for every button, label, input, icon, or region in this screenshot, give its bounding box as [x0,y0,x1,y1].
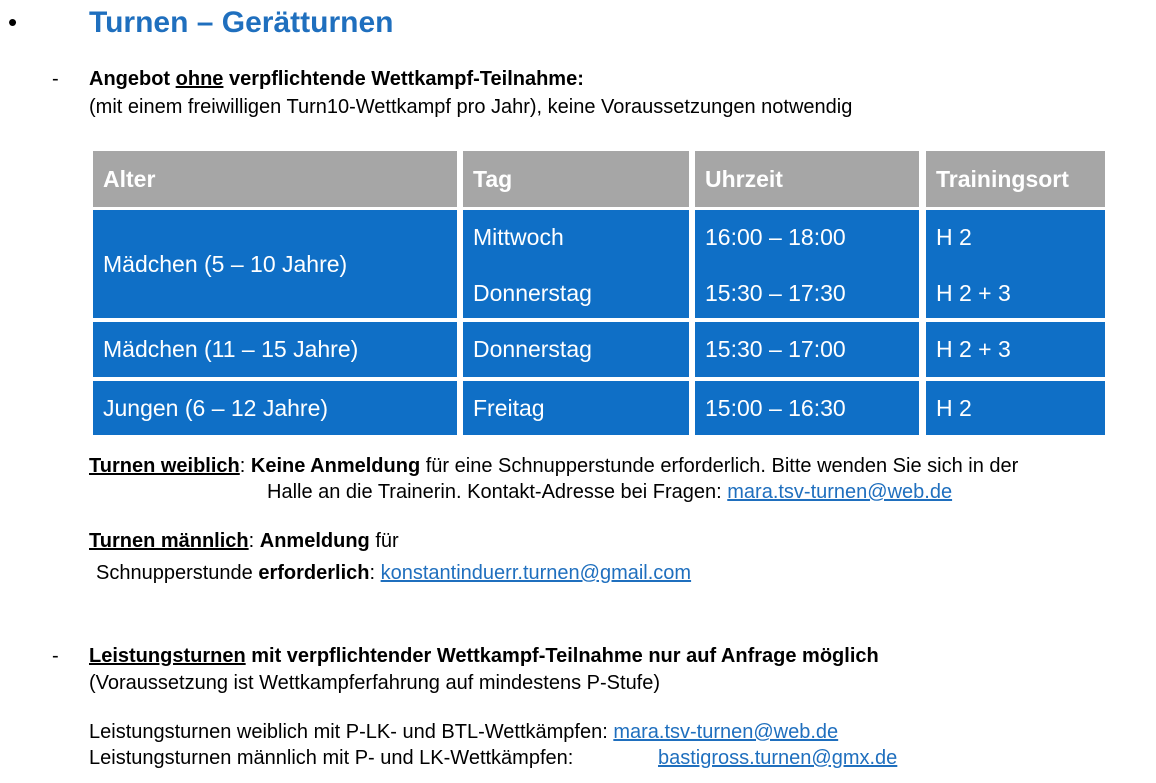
table-row-3-day: Freitag [463,381,689,435]
weiblich-colon: : [239,455,251,477]
table-row-2-day: Donnerstag [463,322,689,377]
table-row-1-time-b: 15:30 – 17:30 [705,280,846,306]
section2-line2-text: Leistungsturnen männlich mit P- und LK-Wettkämpfen: [89,747,574,769]
maennlich-bold: Anmeldung [259,530,370,552]
maennlich-email-link[interactable]: konstantinduerr.turnen@gmail.com [380,562,692,584]
section2-subtitle: (Voraussetzung ist Wettkampferfahrung auf mindestens P-Stufe) [89,672,661,694]
maennlich-line-2 [96,560,691,586]
table-header-time: Uhrzeit [695,151,919,207]
weiblich-line-1 [89,453,1018,479]
section1-heading-part1: Angebot [89,68,176,90]
table-row-3-age: Jungen (6 – 12 Jahre) [93,381,457,435]
section1-dash: - [52,68,59,90]
maennlich-text2a: Schnupperstunde [96,562,259,584]
table-row-3-time: 15:00 – 16:30 [695,381,919,435]
maennlich-label: Turnen männlich [89,530,249,552]
table-row-2-place: H 2 + 3 [926,322,1105,377]
weiblich-label: Turnen weiblich [89,455,240,477]
maennlich-bold2: erforderlich [258,562,370,584]
weiblich-text1: für eine Schnupperstunde erforderlich. Bitte wenden Sie sich in der [420,455,1019,477]
maennlich-line-1 [89,528,399,554]
section2-line1-email-link[interactable]: mara.tsv-turnen@web.de [613,721,839,743]
section2-line1-text: Leistungsturnen weiblich mit P-LK- und BTL-Wettkämpfen: [89,721,614,743]
maennlich-text1: für [369,530,399,552]
table-row-1-day-a: Mittwoch [473,224,564,250]
section2-heading-underlined: Leistungsturnen [89,645,246,667]
table-row-1-age: Mädchen (5 – 10 Jahre) [93,210,457,318]
title-bullet: • [8,7,18,37]
table-row-1-place-b: H 2 + 3 [936,280,1011,306]
section1-heading [89,66,584,92]
weiblich-bold: Keine Anmeldung [250,455,421,477]
weiblich-text2: Halle an die Trainerin. Kontakt-Adresse bei Fragen: [267,481,728,503]
table-row-2-age: Mädchen (11 – 15 Jahre) [93,322,457,377]
section2-line2-email-wrap [658,745,897,771]
page-title: Turnen – Gerätturnen [89,6,394,39]
section2-heading-rest: mit verpflichtender Wettkampf-Teilnahme nur auf Anfrage möglich [245,645,879,667]
section1-subtitle: (mit einem freiwilligen Turn10-Wettkampf pro Jahr), keine Voraussetzungen notwendig [89,96,853,118]
maennlich-text2b: : [369,562,381,584]
weiblich-line-2 [267,479,952,505]
table-row-1-place-a: H 2 [936,224,972,250]
section2-line-1 [89,719,838,745]
table-header-day: Tag [463,151,689,207]
table-row-1-time [695,210,919,318]
section1-heading-underlined: ohne [175,68,224,90]
table-row-1-day-b: Donnerstag [473,280,592,306]
table-row-3-place: H 2 [926,381,1105,435]
table-row-1-time-a: 16:00 – 18:00 [705,224,846,250]
section1-heading-part2: verpflichtende Wettkampf-Teilnahme: [223,68,584,90]
table-row-1-day [463,210,689,318]
weiblich-email-link[interactable]: mara.tsv-turnen@web.de [727,481,953,503]
table-header-age: Alter [93,151,457,207]
section2-line2-email-link[interactable]: bastigross.turnen@gmx.de [658,747,898,769]
table-header-place: Trainingsort [926,151,1105,207]
section2-dash: - [52,645,59,667]
section2-heading [89,643,879,669]
table-row-2-time: 15:30 – 17:00 [695,322,919,377]
section2-line-2 [89,745,573,771]
maennlich-colon: : [248,530,260,552]
table-row-1-place [926,210,1105,318]
